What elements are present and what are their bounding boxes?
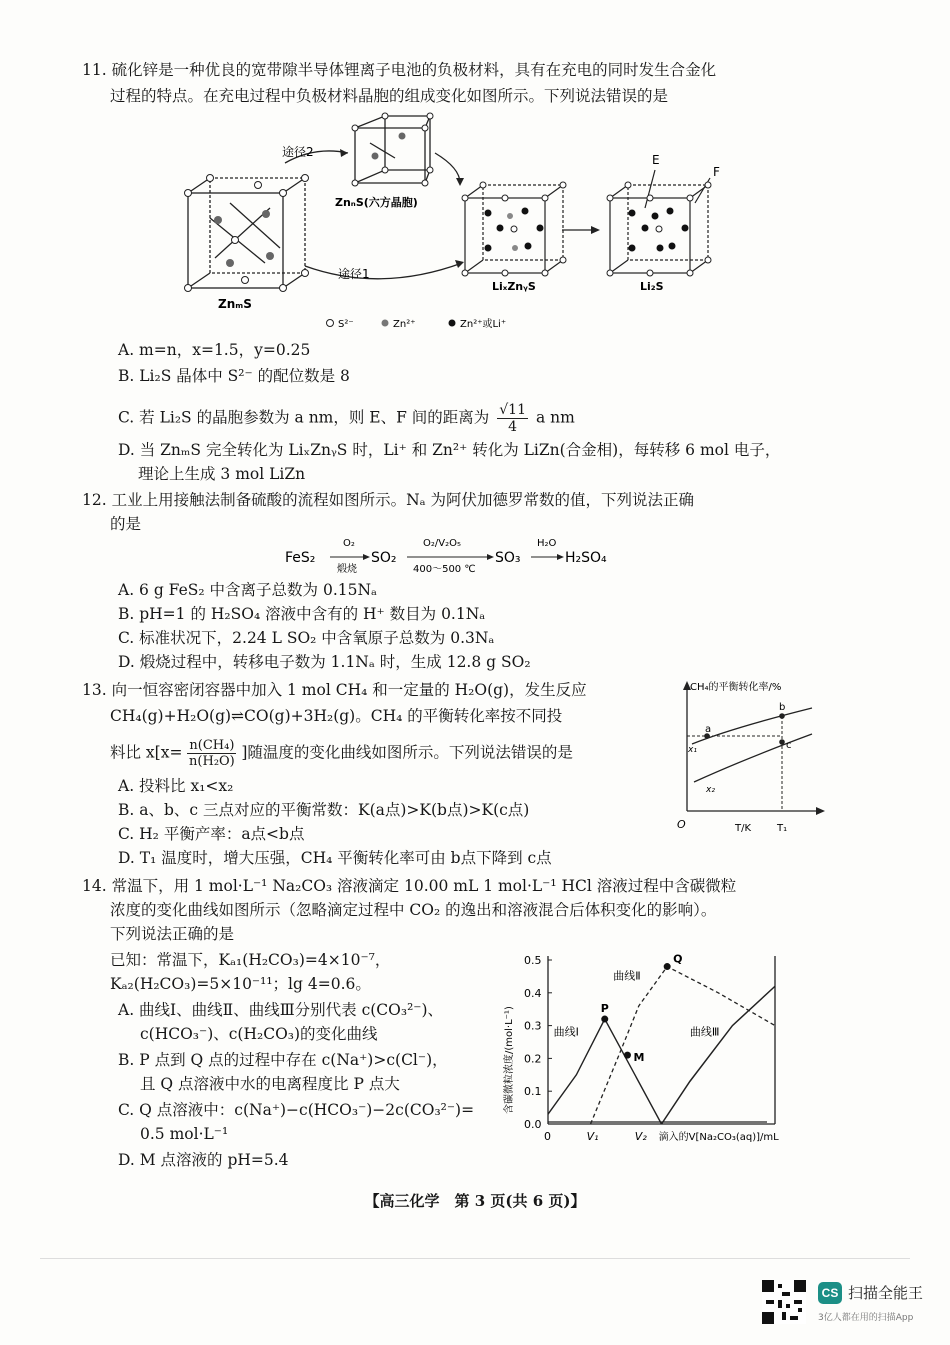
- flow-h2so4: H₂SO₄: [565, 550, 607, 566]
- q11-option-d-1: D. 当 ZnₘS 完全转化为 LiₓZnᵧS 时，Li⁺ 和 Zn²⁺ 转化为 LiZn(合金相)，每转移 6 mol 电子，: [118, 441, 781, 459]
- li2s-label: Li₂S: [640, 280, 664, 293]
- znms-zn: [214, 210, 274, 267]
- q14-ytick-label: 0.4: [524, 986, 542, 1000]
- q14-ytick-label: 0.0: [524, 1118, 542, 1131]
- q14-point-label-p: P: [600, 1002, 609, 1016]
- q14-option-a-1: A. 曲线Ⅰ、曲线Ⅱ、曲线Ⅲ分别代表 c(CO₃²⁻)、: [118, 1001, 444, 1019]
- q11-frac-num: √11: [499, 402, 526, 418]
- q11-option-c-pre: C. 若 Li₂S 的晶胞参数为 a nm，则 E、F 间的距离为: [118, 408, 490, 427]
- lixznys-s: [462, 182, 566, 276]
- q14-point-label-q: Q: [673, 952, 683, 966]
- q13-graph: [672, 676, 832, 836]
- q13-t1: T₁: [777, 823, 788, 834]
- q13-option-d: D. T₁ 温度时，增大压强，CH₄ 平衡转化率可由 b点下降到 c点: [118, 849, 552, 867]
- q14-point-q: [664, 963, 671, 970]
- q13-curve-x2: [694, 734, 812, 782]
- q14-point-label-m: M: [633, 1051, 645, 1065]
- label-F: F: [713, 165, 720, 179]
- q14-xtick-label: V₁: [586, 1130, 599, 1143]
- q14-curve-3: [662, 986, 776, 1124]
- q12-option-a: A. 6 g FeS₂ 中含离子总数为 0.15Nₐ: [118, 581, 378, 599]
- divider: [40, 1258, 910, 1259]
- q14-ylabel: 含碳微粒浓度/(mol·L⁻¹): [504, 1006, 515, 1114]
- q14-stem-1: 14. 常温下，用 1 mol·L⁻¹ Na₂CO₃ 溶液滴定 10.00 mL 1 mol·L⁻¹ HCl 溶液过程中含碳微粒: [82, 877, 737, 895]
- scanner-app-sub: 3亿人都在用的扫描App: [818, 1313, 914, 1323]
- crystal-legend: [327, 317, 507, 330]
- q13-stem-3-post: ]随温度的变化曲线如图所示。下列说法错误的是: [241, 743, 573, 762]
- q13-point-b: [779, 713, 785, 719]
- hex-label: ZnₙS(六方晶胞): [335, 196, 418, 209]
- path1-arrow: [305, 263, 462, 279]
- q11-stem-2: 过程的特点。在充电过程中负极材料晶胞的组成变化如图所示。下列说法错误的是: [110, 87, 669, 105]
- q12-option-c: C. 标准状况下，2.24 L SO₂ 中含氧原子总数为 0.3Nₐ: [118, 629, 495, 647]
- q13-stem-2: CH₄(g)+H₂O(g)⇌CO(g)+3H₂(g)。CH₄ 的平衡转化率按不同投: [110, 707, 563, 725]
- q13-stem-3-pre: 料比 x[x=: [110, 743, 183, 762]
- q13-point-c: [779, 739, 785, 745]
- q13-frac-num: n(CH₄): [189, 738, 235, 753]
- q14-option-d: D. M 点溶液的 pH=5.4: [118, 1151, 289, 1169]
- label-E: E: [652, 153, 660, 167]
- q11-option-c: [118, 402, 575, 435]
- q14-curve-3-label: 曲线Ⅲ: [689, 1025, 720, 1039]
- page-footer: 【高三化学 第 3 页(共 6 页)】: [364, 1192, 586, 1210]
- q14-curve-1-label: 曲线Ⅰ: [553, 1025, 579, 1039]
- q13-xlabel: T/K: [735, 823, 752, 834]
- scanner-app-name: 扫描全能王: [848, 1284, 924, 1302]
- q13-label-b: b: [779, 702, 786, 713]
- q14-stem-3: 下列说法正确的是: [110, 925, 235, 943]
- q13-label-x1: x₁: [688, 745, 697, 755]
- q14-option-a-2: c(HCO₃⁻)、c(H₂CO₃)的变化曲线: [140, 1025, 378, 1043]
- q12-stem-1: 12. 工业上用接触法制备硫酸的流程如图所示。Nₐ 为阿伏加德罗常数的值，下列说法正确: [82, 491, 695, 509]
- q14-xlabel: 滴入的V[Na₂CO₃(aq)]/mL: [658, 1132, 779, 1143]
- flow-a1-top: O₂: [343, 538, 355, 549]
- legend-zn: Zn²⁺: [393, 319, 416, 330]
- q14-xtick-label: 0: [544, 1130, 551, 1143]
- path2-label: 途径2: [282, 145, 314, 159]
- q13-label-c: c: [786, 740, 792, 751]
- q14-ytick-label: 0.1: [524, 1085, 542, 1099]
- q14-curve-2-label: 曲线Ⅱ: [613, 969, 641, 983]
- q12-option-b: B. pH=1 的 H₂SO₄ 溶液中含有的 H⁺ 数目为 0.1Nₐ: [118, 605, 486, 623]
- flow-a1-bot: 煅烧: [337, 564, 357, 575]
- q14-ytick-label: 0.3: [524, 1019, 542, 1033]
- q13-origin: O: [677, 818, 686, 831]
- li2s-s: [607, 182, 711, 276]
- q14-known-1: 已知：常温下，Kₐ₁(H₂CO₃)=4×10⁻⁷，: [110, 951, 391, 969]
- flow-a2-bot: 400～500 ℃: [413, 564, 476, 575]
- q14-point-p: [601, 1016, 608, 1023]
- q14-point-m: [624, 1052, 631, 1059]
- q13-option-c: C. H₂ 平衡产率：a点<b点: [118, 825, 305, 843]
- q12-flow-diagram: [285, 534, 635, 578]
- q11-option-b: B. Li₂S 晶体中 S²⁻ 的配位数是 8: [118, 367, 350, 385]
- q14-known-2: Kₐ₂(H₂CO₃)=5×10⁻¹¹；lg 4=0.6。: [110, 975, 371, 993]
- znms-cell: [188, 178, 305, 288]
- q11-crystal-figure: [170, 108, 750, 338]
- q13-frac-den: n(H₂O): [189, 754, 235, 769]
- legend-s: S²⁻: [338, 319, 354, 330]
- q14-option-b-1: B. P 点到 Q 点的过程中存在 c(Na⁺)>c(Cl⁻)，: [118, 1051, 448, 1069]
- q11-option-c-post: a nm: [535, 408, 575, 427]
- q13-label-x2: x₂: [706, 785, 715, 795]
- q14-ytick-label: 0.2: [524, 1052, 542, 1066]
- q13-label-a: a: [705, 724, 712, 735]
- q14-option-b-2: 且 Q 点溶液中水的电离程度比 P 点大: [140, 1075, 400, 1093]
- flow-so3: SO₃: [495, 550, 521, 566]
- q13-ylabel: CH₄的平衡转化率/%: [690, 682, 782, 693]
- q13-stem-1: 13. 向一恒容密闭容器中加入 1 mol CH₄ 和一定量的 H₂O(g)，发生反应: [82, 681, 587, 699]
- q13-fraction: [187, 738, 236, 769]
- q14-option-c-1: C. Q 点溶液中：c(Na⁺)−c(HCO₃⁻)−2c(CO₃²⁻)=: [118, 1101, 475, 1119]
- flow-so2: SO₂: [371, 550, 397, 566]
- qr-code-icon: [762, 1280, 806, 1324]
- q12-option-d: D. 煅烧过程中，转移电子数为 1.1Nₐ 时，生成 12.8 g SO₂: [118, 653, 531, 671]
- legend-znli: Zn²⁺或Li⁺: [460, 319, 507, 330]
- path1-label: 途径1: [338, 267, 370, 281]
- q13-stem-3: [110, 738, 573, 769]
- znms-label: ZnₘS: [218, 297, 252, 311]
- q14-xtick-label: V₂: [634, 1130, 647, 1143]
- q11-stem-1: 11. 硫化锌是一种优良的宽带隙半导体锂离子电池的负极材料，具有在充电的同时发生合金化: [82, 61, 717, 79]
- q11-option-a: A. m=n，x=1.5，y=0.25: [118, 341, 311, 359]
- q11-frac-den: 4: [508, 419, 518, 435]
- q13-option-b: B. a、b、c 三点对应的平衡常数：K(a点)>K(b点)>K(c点): [118, 801, 530, 819]
- scanner-logo-icon: CS: [818, 1282, 842, 1304]
- q14-stem-2: 浓度的变化曲线如图所示（忽略滴定过程中 CO₂ 的逸出和溶液混合后体积变化的影响）。: [110, 901, 717, 919]
- q11-option-d-2: 理论上生成 3 mol LiZn: [138, 465, 306, 483]
- q14-ytick-label: 0.5: [524, 954, 542, 967]
- lixznys-label: LiₓZnᵧS: [492, 280, 536, 293]
- q13-option-a: A. 投料比 x₁<x₂: [118, 777, 234, 795]
- znms-atoms: [185, 175, 309, 292]
- flow-fes2: FeS₂: [285, 550, 316, 566]
- q11-option-c-fraction: [497, 402, 528, 435]
- q14-chart: [500, 946, 835, 1168]
- q12-stem-2: 的是: [110, 515, 142, 533]
- flow-a2-top: O₂/V₂O₅: [423, 538, 461, 549]
- flow-a3-top: H₂O: [537, 538, 557, 549]
- q14-option-c-2: 0.5 mol·L⁻¹: [140, 1125, 229, 1143]
- hex-cell: [355, 116, 430, 183]
